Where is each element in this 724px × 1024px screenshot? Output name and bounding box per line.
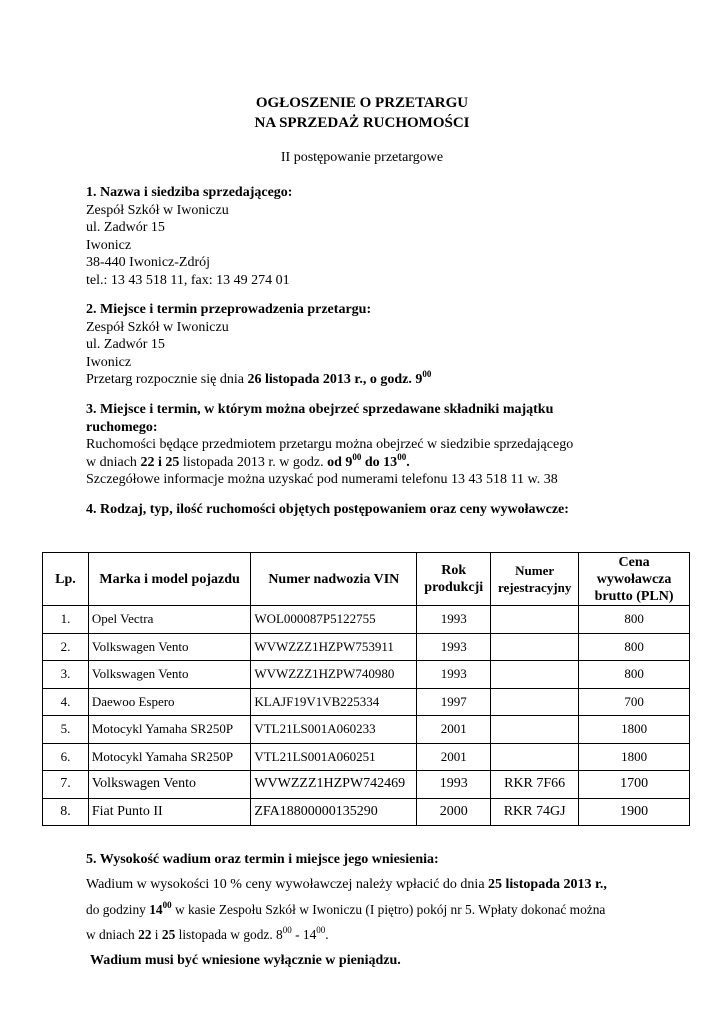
cell-year: 2001 (417, 716, 491, 744)
cell-price: 800 (579, 633, 690, 661)
section-heading-cont: ruchomego: (86, 419, 158, 435)
cell-price: 800 (579, 606, 690, 634)
section-heading: 2. Miejsce i termin przeprowadzenia przetargu: (86, 302, 372, 317)
cell-price: 1700 (579, 771, 690, 799)
cell-price: 1800 (579, 743, 690, 771)
table-row (43, 606, 690, 634)
cell-lp: 4. (43, 688, 89, 716)
table-row (43, 771, 690, 799)
section-viewing (86, 401, 646, 489)
auction-start-line (86, 371, 646, 389)
viewing-dates-line (86, 451, 646, 472)
cell-vin: WVWZZZ1HZPW742469 (251, 771, 417, 799)
deposit-line (86, 927, 329, 943)
header-text: wywoławcza (596, 571, 672, 587)
text-run: 00 (282, 925, 292, 935)
cell-price: 800 (579, 661, 690, 689)
cell-vin: VTL21LS001A060251 (251, 743, 417, 771)
viewing-to: do 13 (361, 454, 398, 470)
text-run: listopada 2013 r. w godz. (179, 454, 328, 470)
cell-model: Volkswagen Vento (88, 771, 250, 799)
auction-start-date: 26 listopada 2013 r., o godz. 9 (247, 372, 423, 387)
col-header-registration (491, 553, 579, 606)
col-header-price (579, 553, 690, 606)
cell-vin: KLAJF19V1VB225334 (251, 688, 417, 716)
section-heading: 1. Nazwa i siedziba sprzedającego: (86, 185, 293, 200)
table-header-row (43, 553, 690, 606)
text-run: do godziny (86, 902, 150, 917)
header-text: Rok (441, 563, 467, 578)
text-run: w dniach (86, 927, 139, 942)
section-auction-place (86, 301, 646, 389)
header-text: brutto (PLN) (594, 588, 674, 604)
cell-model: Opel Vectra (88, 606, 250, 634)
cell-vin: ZFA18800000135290 (251, 798, 417, 826)
text-run: w dniach (86, 454, 141, 470)
page-title-line1: OGŁOSZENIE O PRZETARGU (255, 95, 469, 111)
section-heading-text: 5. Wysokość wadium oraz termin i miejsce jego wniesienia: (86, 852, 439, 867)
col-header-year (417, 553, 491, 606)
deposit-line (86, 902, 605, 918)
cell-registration (491, 716, 579, 744)
text-run: . (325, 927, 329, 942)
auction-start-prefix: Przetarg rozpocznie się dnia (86, 372, 248, 387)
text-run: listopada w godz. 8 (175, 927, 283, 942)
page-title-line2: NA SPRZEDAŻ RUCHOMOŚCI (254, 115, 470, 131)
table-row (43, 716, 690, 744)
section-heading: 3. Miejsce i termin, w którym można obejrzeć sprzedawane składniki majątku (86, 402, 554, 417)
cell-registration (491, 743, 579, 771)
cell-model: Fiat Punto II (88, 798, 250, 826)
viewing-to-minutes: 00 (397, 451, 407, 462)
text-run: i (151, 927, 162, 942)
page-subtitle: II postępowanie przetargowe (280, 150, 444, 165)
cell-registration: RKR 74GJ (491, 798, 579, 826)
header-text: Numer (515, 563, 555, 578)
cell-registration (491, 661, 579, 689)
text-run: 00 (316, 925, 326, 935)
cell-price: 1800 (579, 716, 690, 744)
cell-model: Daewoo Espero (88, 688, 250, 716)
viewing-line: Ruchomości będące przedmiotem przetargu można obejrzeć w siedzibie sprzedającego (86, 437, 574, 452)
seller-line: Iwonicz (86, 237, 132, 253)
deposit-deadline: 25 listopada 2013 r., (488, 877, 607, 892)
auction-start-minutes: 00 (422, 369, 432, 379)
cell-vin: WVWZZZ1HZPW753911 (251, 633, 417, 661)
text-run: . (406, 454, 410, 470)
header-text: produkcji (424, 580, 484, 595)
vehicle-table (42, 552, 690, 826)
section-heading: 4. Rodzaj, typ, ilość ruchomości objętych postępowaniem oraz ceny wywoławcze: (86, 502, 569, 517)
cell-price: 1900 (579, 798, 690, 826)
auction-line: Iwonicz (86, 354, 132, 370)
deposit-minutes: 00 (162, 900, 172, 910)
deposit-hour: 14 (149, 902, 163, 917)
table-row (43, 633, 690, 661)
cell-vin: WOL000087P5122755 (251, 606, 417, 634)
cell-year: 2000 (417, 798, 491, 826)
cell-year: 2001 (417, 743, 491, 771)
cell-price: 700 (579, 688, 690, 716)
table-row (43, 743, 690, 771)
section-items (86, 501, 646, 519)
col-header-vin: Numer nadwozia VIN (251, 553, 417, 606)
viewing-from: od 9 (327, 454, 353, 470)
deposit-note (90, 953, 401, 969)
text-run: Wadium w wysokości 10 % ceny wywoławczej należy wpłacić do dnia (86, 877, 489, 892)
cell-vin: VTL21LS001A060233 (251, 716, 417, 744)
cell-lp: 1. (43, 606, 89, 634)
seller-line: Zespół Szkół w Iwoniczu (86, 202, 229, 218)
deposit-line (86, 877, 607, 893)
cell-lp: 7. (43, 771, 89, 799)
header-text: Cena (618, 554, 650, 570)
cell-model: Volkswagen Vento (88, 661, 250, 689)
table-row (43, 661, 690, 689)
cell-model: Motocykl Yamaha SR250P (88, 743, 250, 771)
viewing-from-minutes: 00 (352, 451, 362, 462)
col-header-lp: Lp. (43, 553, 89, 606)
cell-lp: 6. (43, 743, 89, 771)
cell-lp: 8. (43, 798, 89, 826)
cell-registration (491, 606, 579, 634)
seller-line: ul. Zadwór 15 (86, 220, 165, 235)
viewing-days: 22 i 25 (140, 454, 180, 470)
cell-year: 1997 (417, 688, 491, 716)
cell-registration (491, 688, 579, 716)
cell-lp: 2. (43, 633, 89, 661)
table-row (43, 688, 690, 716)
cell-year: 1993 (417, 606, 491, 634)
section-heading (86, 852, 439, 868)
cell-year: 1993 (417, 771, 491, 799)
cell-model: Volkswagen Vento (88, 633, 250, 661)
text-run: - 14 (291, 927, 317, 942)
text-run: w kasie Zespołu Szkół w Iwoniczu (I piętro) pokój nr 5. Wpłaty dokonać można (171, 902, 606, 917)
deposit-day: 25 (161, 927, 176, 942)
deposit-day: 22 (138, 927, 152, 942)
header-text: rejestracyjny (497, 580, 572, 595)
cell-lp: 3. (43, 661, 89, 689)
cell-year: 1993 (417, 633, 491, 661)
cell-registration: RKR 7F66 (491, 771, 579, 799)
deposit-note-text: Wadium musi być wniesione wyłącznie w pieniądzu. (90, 953, 401, 968)
cell-year: 1993 (417, 661, 491, 689)
section-seller (86, 184, 646, 289)
seller-line: 38-440 Iwonicz-Zdrój (86, 255, 211, 270)
viewing-contact-line: Szczegółowe informacje można uzyskać pod numerami telefonu 13 43 518 11 w. 38 (86, 472, 558, 487)
cell-model: Motocykl Yamaha SR250P (88, 716, 250, 744)
cell-registration (491, 633, 579, 661)
col-header-model: Marka i model pojazdu (88, 553, 250, 606)
seller-line: tel.: 13 43 518 11, fax: 13 49 274 01 (86, 272, 290, 288)
auction-line: ul. Zadwór 15 (86, 337, 165, 352)
cell-vin: WVWZZZ1HZPW740980 (251, 661, 417, 689)
auction-line: Zespół Szkół w Iwoniczu (86, 319, 229, 335)
cell-lp: 5. (43, 716, 89, 744)
table-row (43, 798, 690, 826)
